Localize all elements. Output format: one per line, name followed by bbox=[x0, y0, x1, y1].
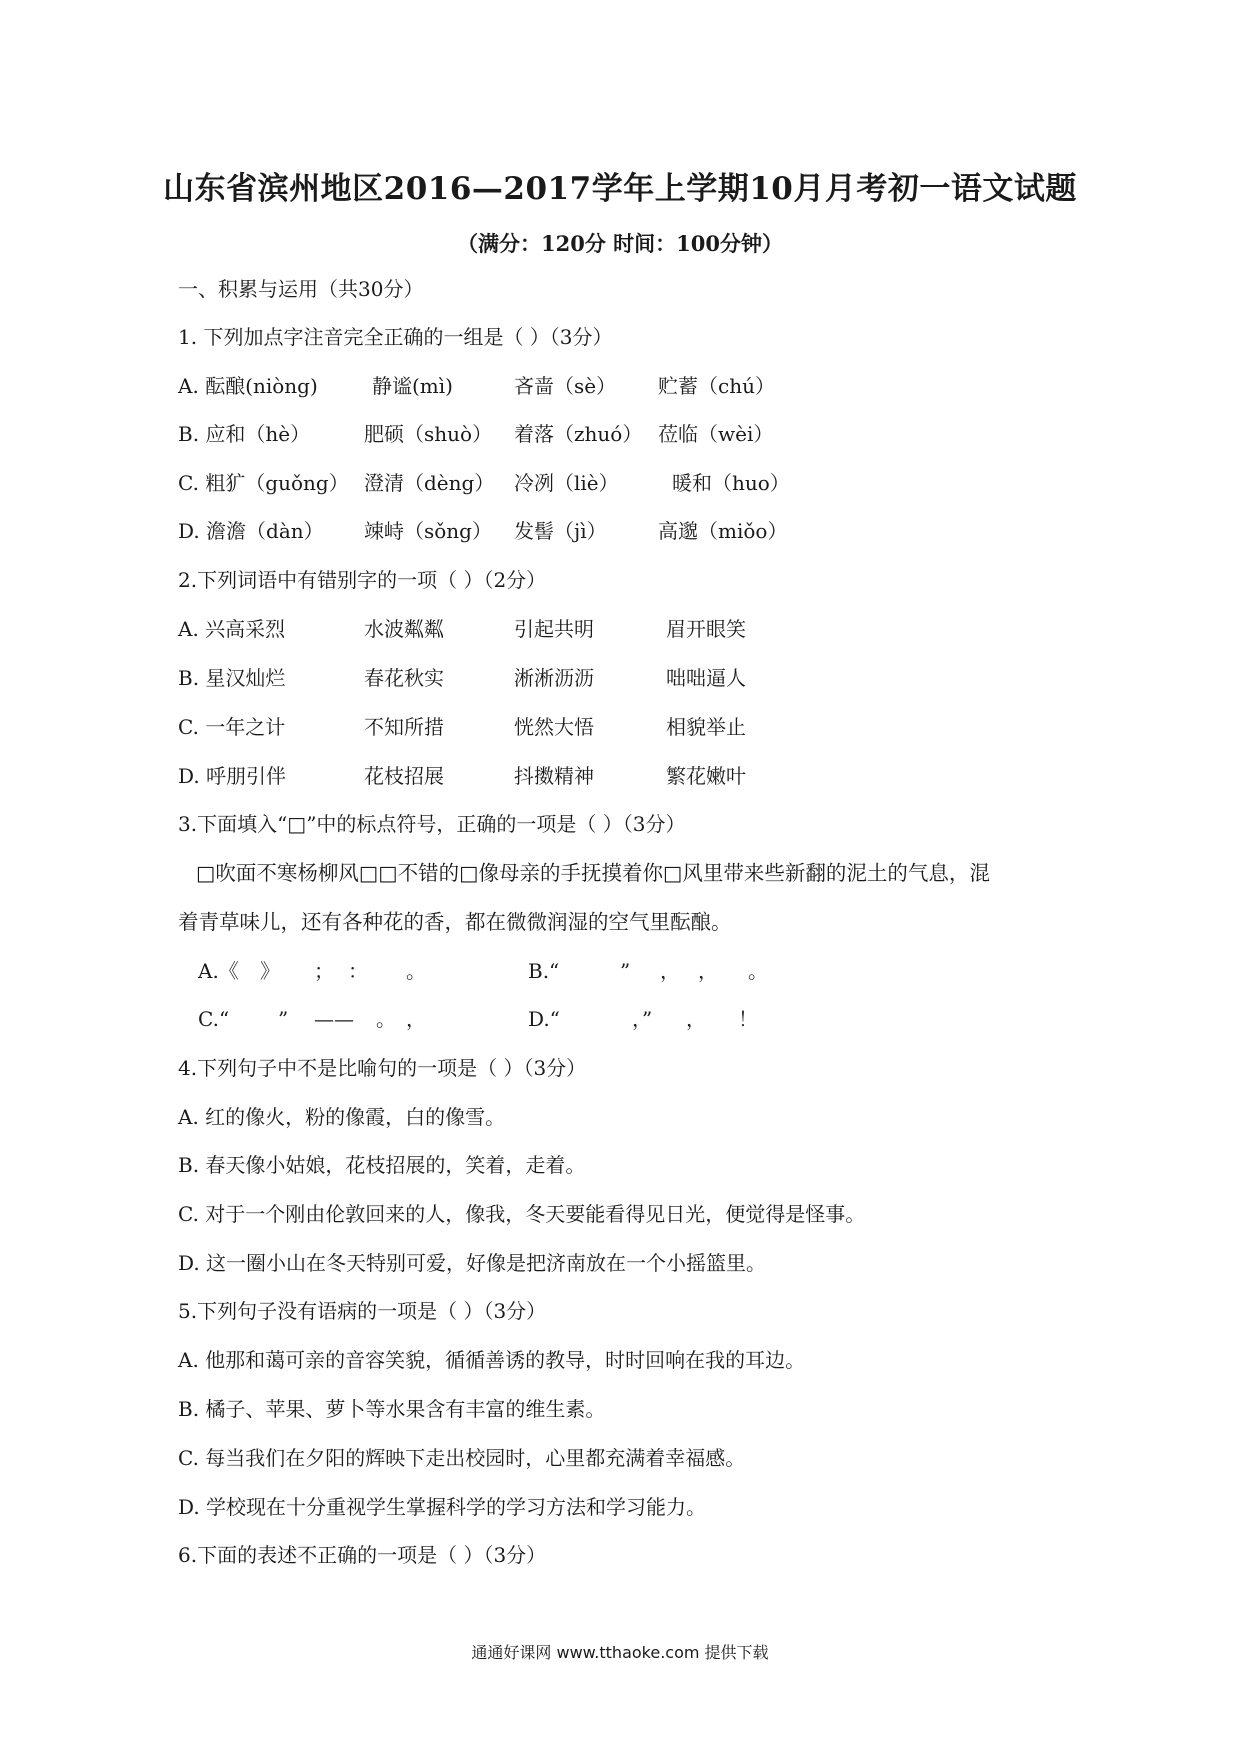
q3-d-1: D.“ bbox=[528, 1007, 560, 1031]
q4-option-d: D. 这一圈小山在冬天特别可爱，好像是把济南放在一个小摇篮里。 bbox=[178, 1251, 767, 1275]
q2-c-3: 恍然大悟 bbox=[514, 715, 594, 739]
section-heading: 一、积累与运用（共30分） bbox=[178, 277, 424, 301]
q2-c-1: C. 一年之计 bbox=[178, 715, 286, 739]
q2-d-3: 抖擞精神 bbox=[514, 764, 594, 788]
q3-c-5: ， bbox=[406, 1007, 426, 1031]
q2-a-3: 引起共明 bbox=[514, 617, 594, 641]
q2-b-4: 咄咄逼人 bbox=[666, 666, 746, 690]
download-footer: 通通好课网 www.tthaoke.com 提供下载 bbox=[471, 1643, 769, 1662]
q4-option-b: B. 春天像小姑娘，花枝招展的，笑着，走着。 bbox=[178, 1153, 586, 1177]
q1-a-1: A. 酝酿(niòng) bbox=[178, 374, 318, 398]
q2-b-1: B. 星汉灿烂 bbox=[178, 666, 286, 690]
q1-a-2: 静谧(mì) bbox=[372, 374, 453, 398]
question-5-stem: 5.下列句子没有语病的一项是（ ）（3分） bbox=[178, 1299, 547, 1323]
q3-a-5: 。 bbox=[406, 959, 426, 983]
q3-d-4: ！ bbox=[738, 1007, 758, 1031]
q3-passage-line-2: 着青草味儿，还有各种花的香，都在微微润湿的空气里酝酿。 bbox=[178, 910, 732, 934]
q4-option-c: C. 对于一个刚由伦敦回来的人，像我，冬天要能看得见日光，便觉得是怪事。 bbox=[178, 1202, 866, 1226]
q3-a-2: 》 bbox=[260, 959, 280, 983]
q2-a-4: 眉开眼笑 bbox=[666, 617, 746, 641]
q3-b-3: ， bbox=[660, 959, 680, 983]
q2-d-2: 花枝招展 bbox=[364, 764, 444, 788]
exam-subtitle: （满分：120分 时间：100分钟） bbox=[457, 231, 783, 256]
q1-b-4: 莅临（wèi） bbox=[658, 422, 774, 446]
question-3-stem: 3.下面填入“□”中的标点符号，正确的一项是（ ）（3分） bbox=[178, 812, 686, 836]
q1-d-4: 高邈（miǒo） bbox=[658, 519, 788, 543]
q1-b-1: B. 应和（hè） bbox=[178, 422, 311, 446]
q1-c-3: 冷冽（liè） bbox=[514, 471, 619, 495]
q2-c-2: 不知所措 bbox=[364, 715, 444, 739]
q5-option-d: D. 学校现在十分重视学生掌握科学的学习方法和学习能力。 bbox=[178, 1495, 707, 1519]
q2-b-3: 淅淅沥沥 bbox=[514, 666, 594, 690]
q3-b-4: ， bbox=[698, 959, 718, 983]
q2-c-4: 相貌举止 bbox=[666, 715, 746, 739]
q5-option-c: C. 每当我们在夕阳的辉映下走出校园时，心里都充满着幸福感。 bbox=[178, 1446, 746, 1470]
q3-passage-line-1: □吹面不寒杨柳风□□不错的□像母亲的手抚摸着你□风里带来些新翻的泥土的气息，混 bbox=[196, 861, 990, 885]
q3-a-4: ： bbox=[348, 959, 368, 983]
q3-b-5: 。 bbox=[748, 959, 768, 983]
q1-a-4: 贮蓄（chú） bbox=[658, 374, 775, 398]
q1-c-4: 暖和（huo） bbox=[672, 471, 790, 495]
q1-b-2: 肥硕（shuò） bbox=[364, 422, 493, 446]
q3-c-4: 。 bbox=[376, 1007, 396, 1031]
q3-b-2: ” bbox=[620, 959, 631, 983]
question-2-stem: 2.下列词语中有错别字的一项（ ）（2分） bbox=[178, 568, 547, 592]
q1-d-1: D. 澹澹（dàn） bbox=[178, 519, 324, 543]
q3-c-1: C.“ bbox=[198, 1007, 230, 1031]
question-6-stem: 6.下面的表述不正确的一项是（ ）（3分） bbox=[178, 1543, 547, 1567]
q2-a-1: A. 兴高采烈 bbox=[178, 617, 286, 641]
q2-d-1: D. 呼朋引伴 bbox=[178, 764, 287, 788]
q1-b-3: 着落（zhuó） bbox=[514, 422, 643, 446]
q1-d-3: 发髻（jì） bbox=[514, 519, 607, 543]
q5-option-a: A. 他那和蔼可亲的音容笑貌，循循善诱的教导，时时回响在我的耳边。 bbox=[178, 1348, 806, 1372]
q3-b-1: B.“ bbox=[528, 959, 560, 983]
exam-title: 山东省滨州地区2016—2017学年上学期10月月考初一语文试题 bbox=[163, 171, 1077, 207]
q1-c-2: 澄清（dèng） bbox=[364, 471, 495, 495]
q1-d-2: 竦峙（sǒng） bbox=[364, 519, 492, 543]
q2-b-2: 春花秋实 bbox=[364, 666, 444, 690]
q3-c-2: ” bbox=[278, 1007, 289, 1031]
q3-c-3: —— bbox=[314, 1007, 354, 1031]
question-1-stem: 1. 下列加点字注音完全正确的一组是（ ）（3分） bbox=[178, 325, 613, 349]
q1-c-1: C. 粗犷（guǒng） bbox=[178, 471, 349, 495]
question-4-stem: 4.下列句子中不是比喻句的一项是（ ）（3分） bbox=[178, 1056, 587, 1080]
q4-option-a: A. 红的像火，粉的像霞，白的像雪。 bbox=[178, 1105, 506, 1129]
q2-d-4: 繁花嫩叶 bbox=[666, 764, 746, 788]
q3-a-1: A.《 bbox=[198, 959, 239, 983]
q2-a-2: 水波粼粼 bbox=[364, 617, 444, 641]
q3-d-3: ， bbox=[686, 1007, 706, 1031]
q3-a-3: ； bbox=[314, 959, 334, 983]
q5-option-b: B. 橘子、苹果、萝卜等水果含有丰富的维生素。 bbox=[178, 1397, 606, 1421]
q1-a-3: 吝啬（sè） bbox=[514, 374, 617, 398]
q3-d-2: ，” bbox=[632, 1007, 653, 1031]
